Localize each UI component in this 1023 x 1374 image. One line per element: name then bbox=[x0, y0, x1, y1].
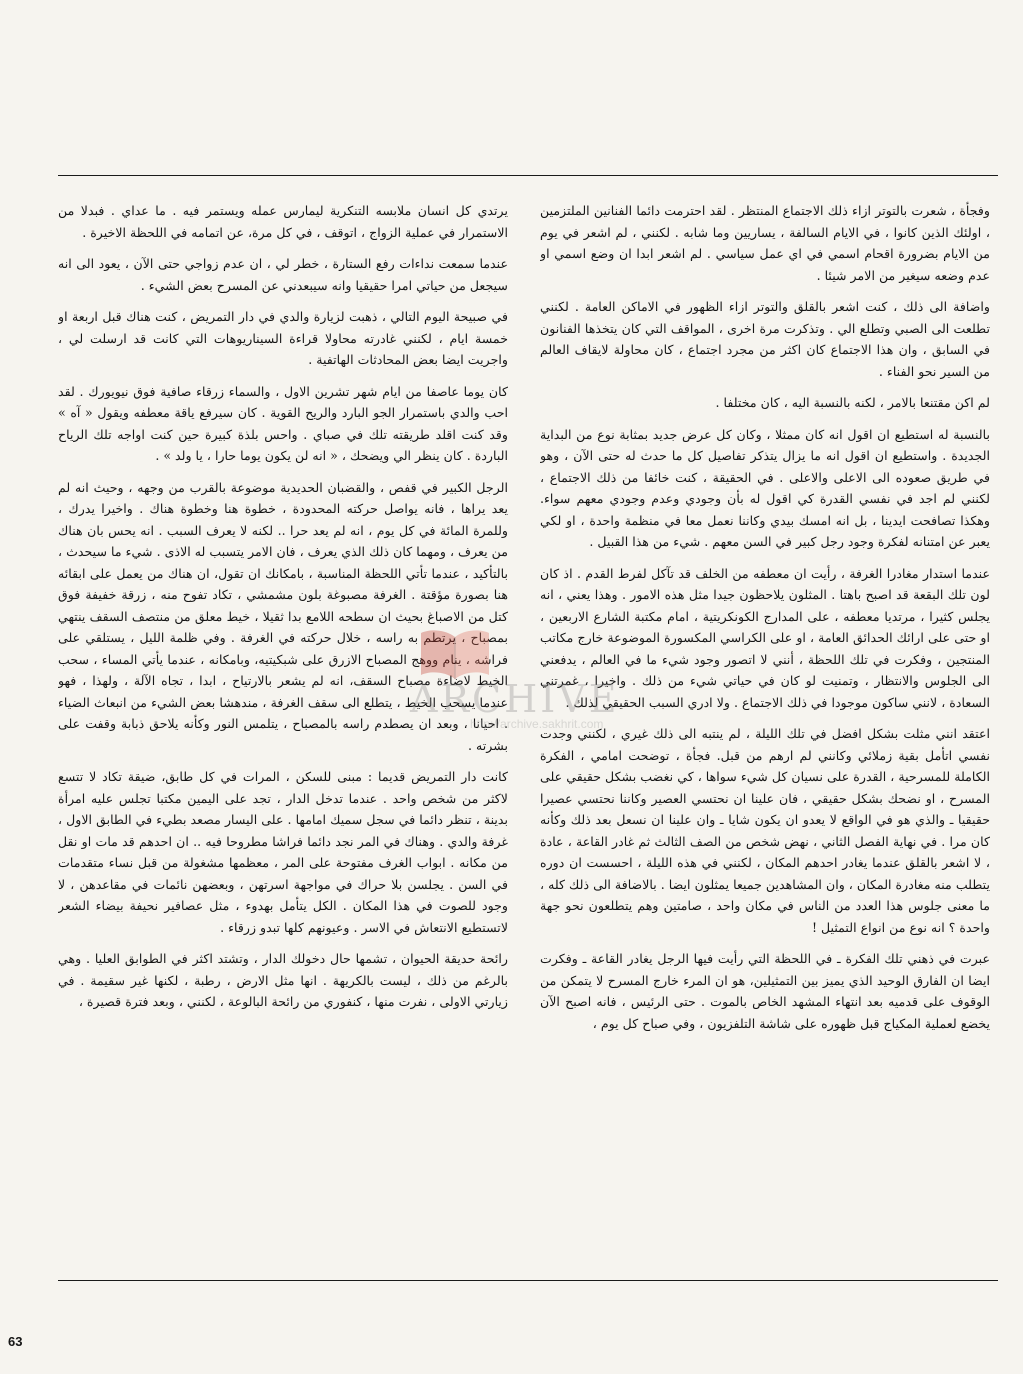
paragraph: الرجل الكبير في قفص ، والقضبان الحديدية موضوعة بالقرب من وجهه ، وحيث انه لم يعد يراها ، فانه يواصل حركته المحدودة ، خطوة هنا وخطوة هناك . واخيرا يدرك ، وللمرة المائة في كل يوم ، انه لم يعد حرا .. لكنه لا يعرف السبب . انه يحس بان هناك من يعرف ، ومهما كان ذلك الذي يعرف ، فان الامر يتسبب له الاذى . شيء ما سيحدث ، بالتأكيد ، عندما تأتي اللحظة المناسبة ، بامكانك ان تقول، ان هناك من يعمل على ابقائه هنا بصورة مؤقتة . الغرفة مصبوغة بلون مشمشي ، تكاد تفوح منه ، زرقة خفيفة فوق كتل من الاصباغ بحيث ان سطحه اللامع بدا ثقيلا ، خيط معلق من منتصف السقف ينتهي بمصباح ، يرتطم به راسه ، خلال حركته في الغرفة . وفي ظلمة الليل ، يستلقي على فراشه ، ينام ووهج المصباح الازرق على شبكيتيه، وبامكانه ، عندما يأتي المساء ، سحب الخيط لاضاءة مصباح السقف، انه لم يشعر بالارتياح ، ابدا ، تجاه الآلة ، ولهذا ، فهو عندما يسحب الخيط ، يتطلع الى سقف الغرفة ، مندهشا بعض الشيء من انبعاث الضياء . احيانا ، وبعد ان يصطدم راسه بالمصباح ، يتلمس النور وكأنه يلاحق ذبابة وقفت على بشرته . bbox=[58, 479, 508, 753]
paragraph: في صبيحة اليوم التالي ، ذهبت لزيارة والدي في دار التمريض ، كنت هناك قبل اربعة او خمسة ايام ، لكنني غادرته محاولا قراءة السيناريوهات التي كانت قد ارسلت لي ، واجريت ايضا بعض المحادثات الهاتفية . bbox=[58, 309, 508, 367]
paragraph: واضافة الى ذلك ، كنت اشعر بالقلق والتوتر ازاء الظهور في الاماكن العامة . لكنني تطلعت الى الصبي وتطلع الي . وتذكرت مرة اخرى ، المواقف التي كان يتخذها الفنانون في السابق ، وان هذا الاجتماع كان اكثر من مجرد اجتماع ، كان محاولة لايقاف العالم من السير نحو الفناء . bbox=[540, 299, 990, 379]
paragraph: عندما استدار مغادرا الغرفة ، رأيت ان معطفه من الخلف قد تآكل لفرط القدم . اذ كان لون تلك البقعة قد اصبح باهتا . المثلون يلاحظون جيدا مثل هذه الامور . وهذا يعني ، انه يجلس كثيرا ، مرتديا معطفه ، على المدارج الكونكريتية ، امام مكتبة الشارع الاربعين ، او حتى على ارائك الحدائق العامة ، او على الكراسي المكسورة الموضوعة خارج مكاتب المنتجين ، وفكرت في تلك اللحظة ، أنني لا اتصور وجود شيء ما في العالم ، يدفعني الى الجلوس والانتظار ، وتمنيت لو كان في حياتي شيء من ذلك . واخيرا ، غمرتني السعادة ، لانني ساكون موجودا في ذلك الاجتماع . ولا ادري السبب الحقيقي لذلك . bbox=[540, 565, 990, 710]
watermark-title: ARCHIVE bbox=[410, 677, 620, 721]
left-column bbox=[58, 200, 508, 1270]
top-rule bbox=[58, 175, 998, 176]
page-number: 63 bbox=[8, 1334, 23, 1349]
watermark-url: http://archive.sakhrit.com bbox=[470, 717, 604, 731]
right-column bbox=[540, 200, 990, 1270]
bottom-rule bbox=[58, 1280, 998, 1281]
paragraph: اعتقد انني مثلت بشكل افضل في تلك الليلة ، لم ينتبه الى ذلك غيري ، لكنني وجدت نفسي اتأمل بقية زملائي وكانني لم ارهم من قبل. فجأة ، توضحت امامي ، الفكرة الكاملة للمسرحية ، القدرة على نسيان كل شيء سواها ، كي نغضب بشكل حقيقي على المسرح ، او نضحك بشكل حقيقي ، فان علينا ان نحتسي العصير وكاننا نحتسي عصيرا حقيقيا ـ والذي هو في الواقع لا يعدو ان يكون شايا ـ وان علينا ان نسعل بعد ذلك وكأنه كان مرا . في نهاية الفصل الثاني ، نهض شخص من الصف الثالث ثم غادر القاعة ، عادة ، لا اشعر بالقلق عندما يغادر احدهم المكان ، لكنني في هذه الليلة ، احسست ان دوره يتطلب منه مغادرة المكان ، وان المشاهدين جميعا يمثلون ايضا . بالاضافة الى ذلك كله ، ما معنى جلوس هذا العدد من الناس في مكان واحد ، صامتين وهم يتطلعون نحو جهة واحدة ؟ انه نوع من انواع التمثيل ! bbox=[540, 726, 990, 935]
paragraph: كانت دار التمريض قديما : مبنى للسكن ، المرات في كل طابق، ضيقة تكاد لا تتسع لاكثر من شخص واحد . عندما تدخل الدار ، تجد على اليمين مكتبا تجلس عليه امرأة بدينة ، تنظر دائما في سجل سميك امامها . على اليسار مصعد بطيء في الطابق الاول ، غرفة والدي . وهناك في المر نجد دائما فراشا مطروحا فيه .. ان احدهم قد مات او نقل من مكانه . ابواب الغرف مفتوحة على المر ، معظمها مشغولة من قبل نساء متقدمات في السن . يجلسن بلا حراك في مواجهة اسرتهن ، وبعضهن نائمات في مقاعدهن ، لا وجود للصوت في هذا المكان . الكل يتأمل بهدوء ، مثل عصافير نحيفة بيضاء الشعر لاتستطيع الانتعاش في الاسر . وعيونهم كلها تبدو زرقاء . bbox=[58, 769, 508, 935]
paragraph: رائحة حديقة الحيوان ، تشمها حال دخولك الدار ، وتشتد اكثر في الطوابق العليا . وهي بالرغم من ذلك ، ليست بالكريهة . انها مثل الارض ، رطبة ، لكنها غير سقيمة . في زيارتي الاولى ، نفرت منها ، كنفوري من رائحة البالوعة ، لكنني ، وبعد فترة قصيرة ، bbox=[58, 951, 508, 1009]
paragraph: وفجأة ، شعرت بالتوتر ازاء ذلك الاجتماع المنتظر . لقد احترمت دائما الفنانين الملتزمين ، اولئك الذين كانوا ، في الايام السالفة ، يساريين وما شابه . لكنني ، لم اشعر في يوم من الايام بضرورة اقحام اسمي في اي عمل سياسي . لم اشعر ابدا ان وضع اسمي او عدم وضعه سيغير من الامر شيئا . bbox=[540, 203, 990, 283]
paragraph: يرتدي كل انسان ملابسه التنكرية ليمارس عمله ويستمر فيه . ما عداي . فبدلا من الاستمرار في عملية الزواج ، اتوقف ، في كل مرة، عن اتمامه في اللحظة الاخيرة . bbox=[58, 203, 508, 240]
paragraph: كان يوما عاصفا من ايام شهر تشرين الاول ، والسماء زرقاء صافية فوق نيويورك . لقد احب والدي باستمرار الجو البارد والريح القوية . كان سيرفع ياقة معطفه ويقول « آه » وقد كنت اقلد طريقته تلك في صباي . واحس بلذة كبيرة حين كنت اواجه تلك الرياح الباردة . كان ينظر الي ويضحك ، « انه لن يكون يوما حارا ، يا ولد » . bbox=[58, 383, 508, 463]
paragraph: لم اكن مقتنعا بالامر ، لكنه بالنسبة اليه ، كان مختلفا . bbox=[715, 395, 990, 410]
paragraph: عندما سمعت نداءات رفع الستارة ، خطر لي ، ان عدم زواجي حتى الآن ، يعود الى انه سيجعل من حياتي امرا حقيقيا وانه سيبعدني عن المسرح بعض الشيء . bbox=[58, 256, 508, 293]
paragraph: بالنسبة له استطيع ان اقول انه كان ممثلا ، وكان كل عرض جديد بمثابة نوع من البداية الجديدة . واستطيع ان اقول انه ما يزال يتذكر تفاصيل كل ما حدث له حتى الآن ، وهو في طريق صعوده الى الاعلى والاعلى . في الحقيقة ، كنت خائفا من ذلك الاجتماع ، لكنني لم اجد في نفسي القدرة كي اقول له بأن وجودي وعدم وجودي معهم سواء. وهكذا تصافحت ايدينا ، بل انه امسك بيدي وكاننا نعمل معا في منظمة واحدة ، او لكي يعبر عن امتنانه لفكرة وجود رجل كبير في السن معهم . شيء من هذا القبيل . bbox=[540, 426, 990, 549]
paragraph: عبرت في ذهني تلك الفكرة ـ في اللحظة التي رأيت فيها الرجل يغادر القاعة ـ وفكرت ايضا ان الفارق الوحيد الذي يميز بين التمثيلين، هو ان المرء خارج المسرح لا يتمكن من الوقوف على قدميه بعد انتهاء المشهد الخاص بالموت . حتى الرئيس ، فانه اصبح الآن يخضع لعملية المكياج قبل ظهوره على شاشة التلفزيون ، وفي صباح كل يوم ، bbox=[540, 951, 990, 1031]
